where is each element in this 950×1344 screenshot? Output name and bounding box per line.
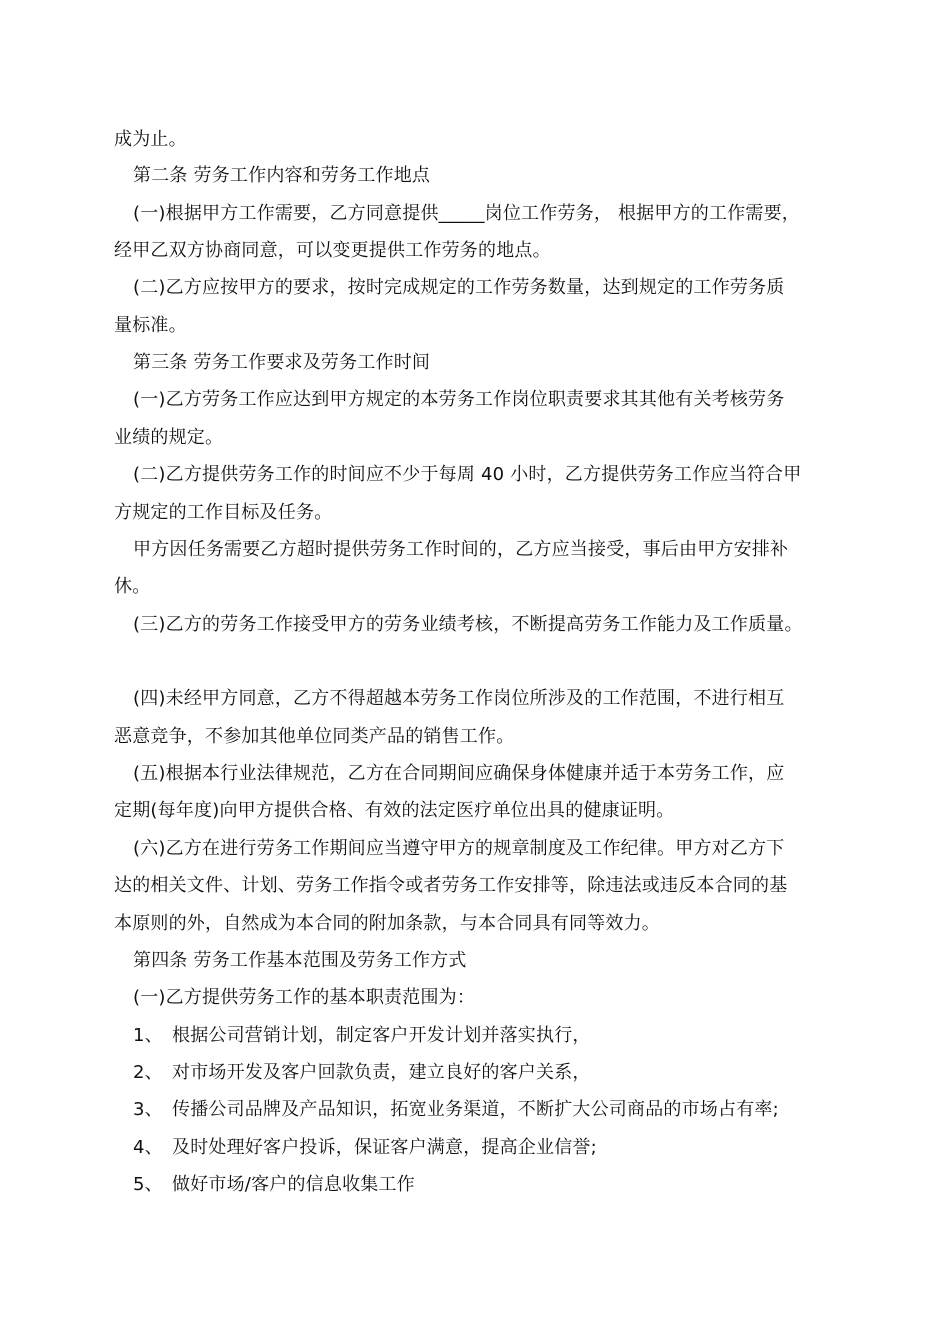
paragraph-line: 休。 [114,576,151,597]
paragraph-line: (二)乙方应按甲方的要求，按时完成规定的工作劳务数量，达到规定的工作劳务质 [133,277,785,298]
article-heading: 第四条 劳务工作基本范围及劳务工作方式 [133,950,467,971]
list-item-text: 传播公司品牌及产品知识，拓宽业务渠道，不断扩大公司商品的市场占有率; [172,1099,779,1120]
list-item-text: 及时处理好客户投诉，保证客户满意，提高企业信誉; [172,1137,597,1158]
paragraph-line: 甲方因任务需要乙方超时提供劳务工作时间的，乙方应当接受，事后由甲方安排补 [133,539,789,560]
paragraph-line: 量标准。 [114,315,187,336]
paragraph-line: 本原则的外，自然成为本合同的附加条款，与本合同具有同等效力。 [114,913,660,934]
list-item-text: 根据公司营销计划，制定客户开发计划并落实执行， [172,1025,591,1046]
list-item-number: 3、 [133,1099,163,1120]
paragraph-line: (三)乙方的劳务工作接受甲方的劳务业绩考核，不断提高劳务工作能力及工作质量。 [133,614,803,635]
list-item-text: 对市场开发及客户回款负责，建立良好的客户关系， [172,1062,591,1083]
list-item-text: 做好市场/客户的信息收集工作 [172,1174,415,1195]
paragraph-line: (五)根据本行业法律规范，乙方在合同期间应确保身体健康并适于本劳务工作，应 [133,763,785,784]
paragraph-line: 成为止。 [114,129,187,150]
paragraph-line: 恶意竞争，不参加其他单位同类产品的销售工作。 [114,726,515,747]
paragraph-line: (一)根据甲方工作需要，乙方同意提供_____岗位工作劳务， 根据甲方的工作需要， [133,203,800,224]
paragraph-line: (一)乙方劳务工作应达到甲方规定的本劳务工作岗位职责要求其其他有关考核劳务 [133,389,785,410]
list-item-number: 1、 [133,1025,163,1046]
list-item-number: 4、 [133,1137,163,1158]
paragraph-line: (六)乙方在进行劳务工作期间应当遵守甲方的规章制度及工作纪律。甲方对乙方下 [133,838,785,859]
paragraph-line: 达的相关文件、计划、劳务工作指令或者劳务工作安排等，除违法或违反本合同的基 [114,875,788,896]
article-heading: 第三条 劳务工作要求及劳务工作时间 [133,352,431,373]
paragraph-line: (二)乙方提供劳务工作的时间应不少于每周 40 小时，乙方提供劳务工作应当符合甲 [133,464,802,485]
list-item-number: 5、 [133,1174,163,1195]
paragraph-line: 定期(每年度)向甲方提供合格、有效的法定医疗单位出具的健康证明。 [114,800,675,821]
paragraph-line: (一)乙方提供劳务工作的基本职责范围为： [133,987,476,1008]
paragraph-line: 方规定的工作目标及任务。 [114,502,333,523]
article-heading: 第二条 劳务工作内容和劳务工作地点 [133,165,431,186]
paragraph-line: 业绩的规定。 [114,427,224,448]
list-item-number: 2、 [133,1062,163,1083]
paragraph-line: 经甲乙双方协商同意，可以变更提供工作劳务的地点。 [114,240,551,261]
paragraph-line: (四)未经甲方同意，乙方不得超越本劳务工作岗位所涉及的工作范围，不进行相互 [133,688,785,709]
